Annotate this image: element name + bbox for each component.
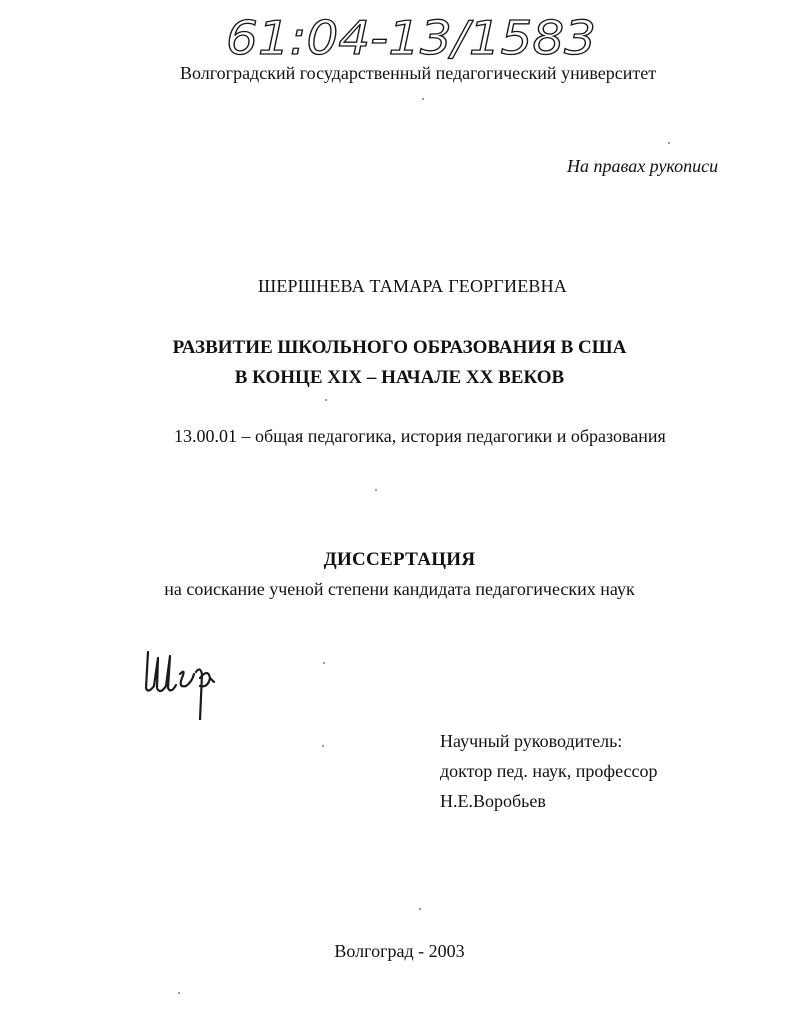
scan-speck <box>375 489 377 491</box>
scan-speck <box>178 992 180 994</box>
handwritten-archive-code <box>222 6 602 66</box>
advisor-degree: доктор пед. наук, профессор <box>440 761 658 781</box>
city-and-year: Волгоград - 2003 <box>334 941 465 961</box>
advisor-name: Н.Е.Воробьев <box>440 791 546 811</box>
specialty-code: 13.00.01 – общая педагогика, история педагогики и образования <box>174 426 666 446</box>
scan-speck <box>322 745 324 747</box>
archive-code-text: 61:04-13/1583 <box>226 11 596 65</box>
scan-speck <box>668 142 670 144</box>
scan-speck <box>325 399 327 401</box>
scan-speck <box>422 98 424 100</box>
dissertation-title-line-1: РАЗВИТИЕ ШКОЛЬНОГО ОБРАЗОВАНИЯ В США <box>172 337 627 358</box>
scan-speck <box>419 908 421 910</box>
university-name: Волгоградский государственный педагогический университет <box>180 63 657 83</box>
scan-speck <box>323 662 325 664</box>
document-type-heading: ДИССЕРТАЦИЯ <box>323 549 476 570</box>
manuscript-rights-note: На правах рукописи <box>567 156 719 176</box>
degree-sought: на соискание ученой степени кандидата педагогических наук <box>164 579 635 599</box>
author-name: ШЕРШНЕВА ТАМАРА ГЕОРГИЕВНА <box>258 276 568 296</box>
advisor-label: Научный руководитель: <box>440 731 623 751</box>
dissertation-title-line-2: В КОНЦЕ XIX – НАЧАЛЕ XX ВЕКОВ <box>234 367 565 388</box>
author-signature <box>140 638 225 720</box>
